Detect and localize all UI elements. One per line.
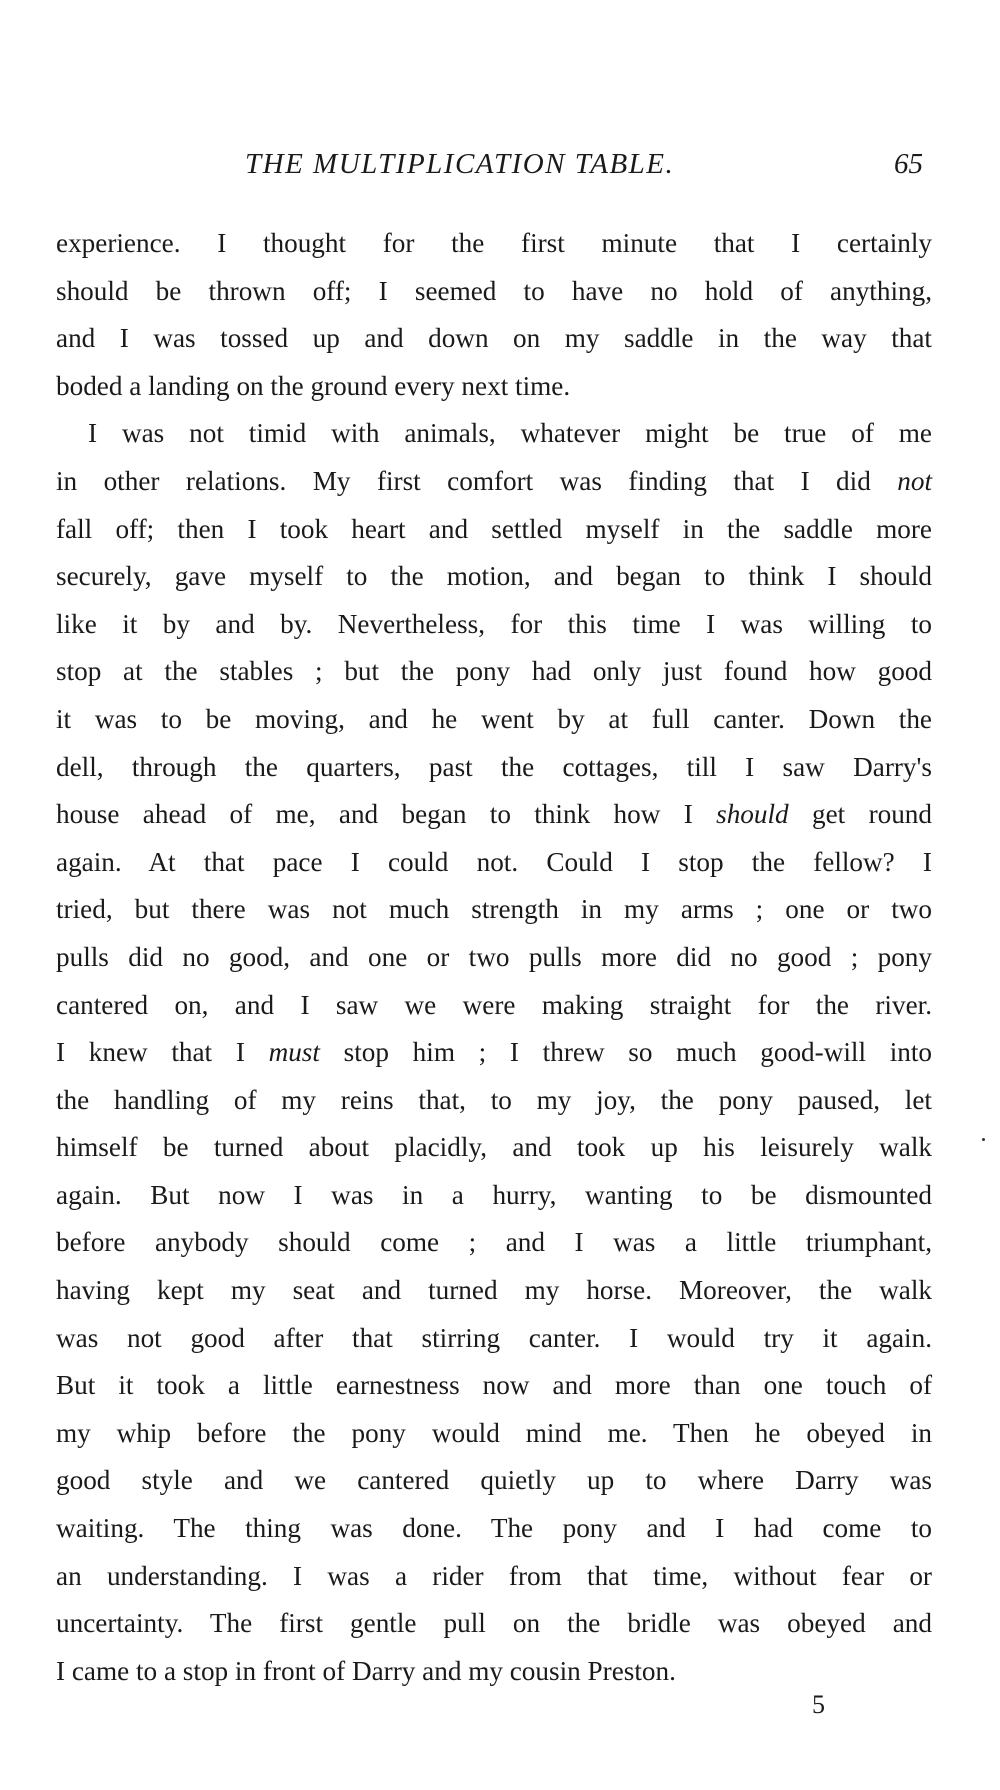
text-line: again. At that pace I could not. Could I stop the fellow? I [56, 846, 932, 877]
text-line: my whip before the pony would mind me. Then he obeyed in [56, 1417, 932, 1448]
text-line: fall off; then I took heart and settled myself in the saddle more [56, 513, 932, 544]
text-line: cantered on, and I saw we were making straight for the river. [56, 989, 932, 1020]
text-line: it was to be moving, and he went by at full canter. Down the [56, 703, 932, 734]
italic-word: must [268, 1037, 320, 1068]
text-line: before anybody should come ; and I was a little triumphant, [56, 1227, 932, 1258]
text-line: I knew that I must stop him ; I threw so much good-will into [56, 1037, 932, 1068]
text-line: stop at the stables ; but the pony had only just found how good [56, 656, 932, 687]
paragraph [56, 220, 932, 410]
text-line: I came to a stop in front of Darry and my cousin Preston. [56, 1655, 676, 1686]
text-line: should be thrown off; I seemed to have no hold of anything, [56, 275, 932, 306]
text-line: having kept my seat and turned my horse. Moreover, the walk [56, 1275, 932, 1306]
text-line: boded a landing on the ground every next time. [56, 370, 571, 401]
text-line: uncertainty. The first gentle pull on the bridle was obeyed and [56, 1608, 932, 1639]
text-line: the handling of my reins that, to my joy, the pony paused, let [56, 1084, 932, 1115]
text-line: and I was tossed up and down on my saddle in the way that [56, 323, 932, 354]
text-line: again. But now I was in a hurry, wanting to be dismounted [56, 1179, 932, 1210]
text-line: house ahead of me, and began to think how I should get round [56, 799, 932, 830]
running-title: THE MULTIPLICATION TABLE. [245, 148, 675, 180]
body-text [56, 220, 932, 1695]
italic-word: should [716, 799, 789, 830]
text-line: experience. I thought for the first minute that I certainly [56, 228, 932, 258]
italic-word: not [897, 465, 932, 496]
text-line: an understanding. I was a rider from that time, without fear or [56, 1560, 932, 1591]
page-number: 65 [894, 148, 923, 180]
signature-mark: 5 [812, 1690, 825, 1719]
text-line: was not good after that stirring canter. I would try it again. [56, 1322, 932, 1353]
text-line: pulls did no good, and one or two pulls more did no good ; pony [56, 941, 932, 972]
text-line: in other relations. My first comfort was finding that I did not [56, 465, 932, 496]
paragraph [56, 410, 932, 1695]
text-line: But it took a little earnestness now and more than one touch of [56, 1370, 932, 1401]
text-line: like it by and by. Nevertheless, for this time I was willing to [56, 608, 932, 639]
text-line: himself be turned about placidly, and took up his leisurely walk [56, 1132, 932, 1163]
margin-dot [982, 1138, 985, 1141]
text-line: I was not timid with animals, whatever might be true of me [88, 418, 932, 449]
text-line: good style and we cantered quietly up to where Darry was [56, 1465, 932, 1496]
text-line: securely, gave myself to the motion, and began to think I should [56, 561, 932, 592]
running-head [0, 148, 1000, 188]
text-line: dell, through the quarters, past the cottages, till I saw Darry's [56, 751, 932, 782]
text-line: tried, but there was not much strength in my arms ; one or two [56, 894, 932, 925]
text-line: waiting. The thing was done. The pony and I had come to [56, 1513, 932, 1544]
